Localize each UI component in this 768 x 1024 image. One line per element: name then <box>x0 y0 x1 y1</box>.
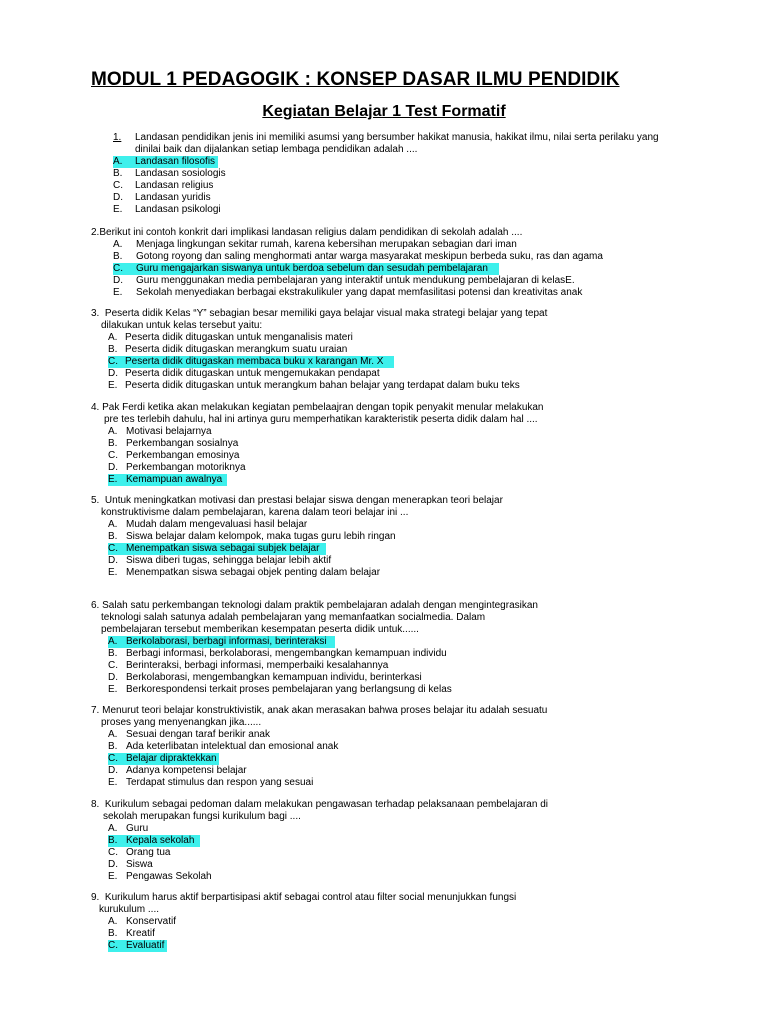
option-text: Ada keterlibatan intelektual dan emosional anak <box>126 741 339 752</box>
option-letter: E. <box>108 474 118 485</box>
option <box>108 777 547 789</box>
option-text: Peserta didik ditugaskan untuk mengemukakan pendapat <box>125 368 380 379</box>
option-letter: B. <box>113 168 123 179</box>
option-text: Berkorespondensi terkait proses pembelajaran yang berlangsung di kelas <box>126 684 452 695</box>
question-stem-continued: pre tes terlebih dahulu, hal ini artinya guru memperhatikan karakteristik peserta didik dalam hal .... <box>104 414 538 425</box>
option <box>108 847 548 859</box>
option-letter: B. <box>108 531 118 542</box>
option-text: Sekolah menyediakan berbagai ekstrakulikuler yang dapat memfasilitasi potensi dan kreativitas anak <box>136 287 583 298</box>
question-2 <box>91 227 603 299</box>
option <box>108 765 547 777</box>
option <box>108 928 516 940</box>
option-text: Evaluatif <box>126 940 165 951</box>
question-stem: 6. Salah satu perkembangan teknologi dalam praktik pembelajaran adalah dengan mengintegrasikan <box>91 600 538 611</box>
question-9 <box>91 892 516 952</box>
question-number: 2. <box>91 227 100 238</box>
option-letter: C. <box>108 660 118 671</box>
option-text: Gotong royong dan saling menghormati antar warga masyarakat meskipun berbeda suku, ras dan agama <box>136 251 603 262</box>
option <box>108 332 547 344</box>
option-letter: C. <box>108 356 118 367</box>
option-letter: D. <box>108 859 118 870</box>
option-text: Kreatif <box>126 928 155 939</box>
question-stem-continued: konstruktivisme dalam pembelajaran, karena dalam teori belajar ini ... <box>101 507 409 518</box>
option-text: Siswa <box>126 859 153 870</box>
option <box>113 180 659 192</box>
question-number: 8. <box>91 799 100 810</box>
question-stem-continued: kurukulum .... <box>99 904 160 915</box>
option-text: Peserta didik ditugaskan untuk merangkum bahan belajar yang terdapat dalam buku teks <box>125 380 520 391</box>
option <box>108 672 538 684</box>
question-stem: 1. Landasan pendidikan jenis ini memiliki asumsi yang bersumber hakikat manusia, hakikat ilmu, nilai serta perilaku yang <box>113 132 659 143</box>
option-letter: D. <box>108 368 118 379</box>
option <box>108 823 548 835</box>
option-letter: B. <box>108 648 118 659</box>
option-text: Berkolaborasi, berbagi informasi, berinteraksi <box>126 636 327 647</box>
option-letter: B. <box>108 741 118 752</box>
question-number: 7. <box>91 705 100 716</box>
option <box>113 192 659 204</box>
option-letter: A. <box>108 916 118 927</box>
option <box>108 567 503 579</box>
option-text: Perkembangan sosialnya <box>126 438 239 449</box>
option-text: Belajar dipraktekkan <box>126 753 217 764</box>
option <box>108 660 538 672</box>
question-1 <box>113 132 659 216</box>
question-stem: 3. Peserta didik Kelas “Y” sebagian besar memiliki gaya belajar visual maka strategi belajar yang tepat <box>91 308 548 319</box>
option <box>108 543 503 555</box>
question-stem-continued: pembelajaran tersebut memberikan kesempatan peserta didik untuk...... <box>101 624 419 635</box>
question-number: 5. <box>91 495 100 506</box>
option-text: Landasan religius <box>135 180 214 191</box>
option-text: Peserta didik ditugaskan membaca buku x karangan Mr. X <box>125 356 384 367</box>
option <box>108 636 538 648</box>
option-letter: D. <box>108 462 118 473</box>
option-letter: C. <box>113 180 123 191</box>
question-3 <box>91 308 547 392</box>
option-letter: D. <box>108 555 118 566</box>
option-text: Mudah dalam mengevaluasi hasil belajar <box>126 519 308 530</box>
option <box>108 729 547 741</box>
option-text: Konservatif <box>126 916 177 927</box>
option-text: Perkembangan emosinya <box>126 450 240 461</box>
question-stem-continued: teknologi salah satunya adalah pembelajaran yang memanfaatkan socialmedia. Dalam <box>101 612 486 623</box>
option-letter: C. <box>113 263 123 274</box>
option-letter: A. <box>108 426 118 437</box>
option-text: Kepala sekolah <box>126 835 195 846</box>
option-letter: C. <box>108 940 118 951</box>
option <box>113 263 522 275</box>
option-text: Guru <box>126 823 149 834</box>
option-letter: E. <box>108 777 118 788</box>
option-letter: B. <box>108 835 118 846</box>
question-number: 4. <box>91 402 100 413</box>
option-text: Motivasi belajarnya <box>126 426 212 437</box>
question-stem: 8. Kurikulum sebagai pedoman dalam melakukan pengawasan terhadap pelaksanaan pembelajaran di <box>91 799 548 810</box>
option-text: Berbagi informasi, berkolaborasi, mengembangkan kemampuan individu <box>126 648 447 659</box>
question-4 <box>91 402 544 486</box>
question-stem-continued: sekolah merupakan fungsi kurikulum bagi .... <box>103 811 301 822</box>
option <box>108 519 503 531</box>
question-stem: 4. Pak Ferdi ketika akan melakukan kegiatan pembelaajran dengan topik penyakit menular melakukan <box>91 402 544 413</box>
option-letter: A. <box>108 823 118 834</box>
option <box>108 555 503 567</box>
question-5 <box>91 495 503 579</box>
question-8 <box>91 799 548 883</box>
option <box>108 859 548 871</box>
option-letter: A. <box>108 519 118 530</box>
option-text: Perkembangan motoriknya <box>126 462 246 473</box>
option-text: Menempatkan siswa sebagai objek penting dalam belajar <box>126 567 381 578</box>
option <box>113 251 603 263</box>
option-letter: E. <box>108 684 118 695</box>
option-letter: B. <box>113 251 123 262</box>
option-letter: E. <box>108 871 118 882</box>
option-text: Siswa diberi tugas, sehingga belajar lebih aktif <box>126 555 332 566</box>
option-letter: A. <box>108 729 118 740</box>
option <box>108 531 503 543</box>
option-text: Sesuai dengan taraf berikir anak <box>126 729 270 740</box>
option-text: Berinteraksi, berbagi informasi, memperbaiki kesalahannya <box>126 660 389 671</box>
option <box>108 741 547 753</box>
option-letter: D. <box>113 275 123 286</box>
page-subtitle: Kegiatan Belajar 1 Test Formatif <box>262 103 506 120</box>
option-text: Siswa belajar dalam kelompok, maka tugas guru lebih ringan <box>126 531 396 542</box>
option-letter: E. <box>108 380 118 391</box>
option <box>108 474 544 486</box>
option-letter: C. <box>108 847 118 858</box>
option-letter: A. <box>113 239 123 250</box>
question-number: 6. <box>91 600 100 611</box>
option-text: Menempatkan siswa sebagai subjek belajar <box>126 543 320 554</box>
option <box>113 287 583 299</box>
option-text: Kemampuan awalnya <box>126 474 223 485</box>
question-number: 3. <box>91 308 100 319</box>
option-letter: D. <box>113 192 123 203</box>
option <box>108 380 547 392</box>
question-stem: 2.Berikut ini contoh konkrit dari implikasi landasan religius dalam pendidikan di sekolah adalah .... <box>91 227 523 238</box>
option-text: Landasan sosiologis <box>135 168 226 179</box>
option <box>108 450 544 462</box>
option <box>113 168 659 180</box>
option <box>108 916 516 928</box>
option <box>108 462 544 474</box>
question-number: 9. <box>91 892 100 903</box>
option-letter: E. <box>113 287 123 298</box>
option <box>113 204 659 216</box>
option-text: Peserta didik ditugaskan merangkum suatu uraian <box>125 344 348 355</box>
option-text: Guru mengajarkan siswanya untuk berdoa sebelum dan sesudah pembelajaran <box>136 263 488 274</box>
question-stem-continued: proses yang menyenangkan jika...... <box>101 717 262 728</box>
page-title: MODUL 1 PEDAGOGIK : KONSEP DASAR ILMU PENDIDIK <box>91 69 620 90</box>
option-letter: C. <box>108 543 118 554</box>
option-letter: A. <box>108 636 118 647</box>
question-number: 1. <box>113 132 122 143</box>
option-letter: D. <box>108 765 118 776</box>
question-stem: 9. Kurikulum harus aktif berpartisipasi aktif sebagai control atau filter social menunjukkan fungsi <box>91 892 517 903</box>
question-stem-continued: dilakukan untuk kelas tersebut yaitu: <box>101 320 263 331</box>
option-letter: D. <box>108 672 118 683</box>
option-letter: A. <box>113 156 123 167</box>
option-letter: B. <box>108 344 118 355</box>
option <box>113 156 659 168</box>
option <box>108 438 544 450</box>
option-letter: B. <box>108 438 118 449</box>
option-letter: B. <box>108 928 118 939</box>
option <box>108 753 547 765</box>
option-text: Peserta didik ditugaskan untuk menganalisis materi <box>125 332 353 343</box>
option <box>108 356 547 368</box>
option-letter: E. <box>108 567 118 578</box>
option <box>108 684 538 696</box>
option <box>108 871 548 883</box>
question-stem-continued: dinilai baik dan dijalankan setiap lembaga pendidikan adalah .... <box>135 144 418 155</box>
option-text: Landasan psikologi <box>135 204 221 215</box>
question-stem: 5. Untuk meningkatkan motivasi dan prestasi belajar siswa dengan menerapkan teori belajar <box>91 495 503 506</box>
option <box>108 368 547 380</box>
option <box>108 940 516 952</box>
option-text: Menjaga lingkungan sekitar rumah, karena kebersihan merupakan sebagian dari iman <box>136 239 517 250</box>
option-text: Pengawas Sekolah <box>126 871 212 882</box>
option <box>108 648 538 660</box>
option-text: Berkolaborasi, mengembangkan kemampuan individu, berinterkasi <box>126 672 422 683</box>
option-letter: C. <box>108 450 118 461</box>
option-text: Terdapat stimulus dan respon yang sesuai <box>126 777 314 788</box>
option-text: Landasan yuridis <box>135 192 211 203</box>
option-letter: C. <box>108 753 118 764</box>
option <box>108 426 544 438</box>
option <box>113 239 522 251</box>
option-text: Landasan filosofis <box>135 156 216 167</box>
option <box>113 275 575 287</box>
question-stem: 7. Menurut teori belajar konstruktivistik, anak akan merasakan bahwa proses belajar itu adalah sesuatu <box>91 705 548 716</box>
option <box>108 344 547 356</box>
option <box>108 835 548 847</box>
option-letter: E. <box>113 204 123 215</box>
option-text: Guru menggunakan media pembelajaran yang interaktif untuk mendukung pembelajaran di kelasE. <box>136 275 575 286</box>
option-text: Adanya kompetensi belajar <box>126 765 247 776</box>
option-letter: A. <box>108 332 118 343</box>
question-7 <box>91 705 547 789</box>
question-6 <box>91 600 538 696</box>
option-text: Orang tua <box>126 847 171 858</box>
